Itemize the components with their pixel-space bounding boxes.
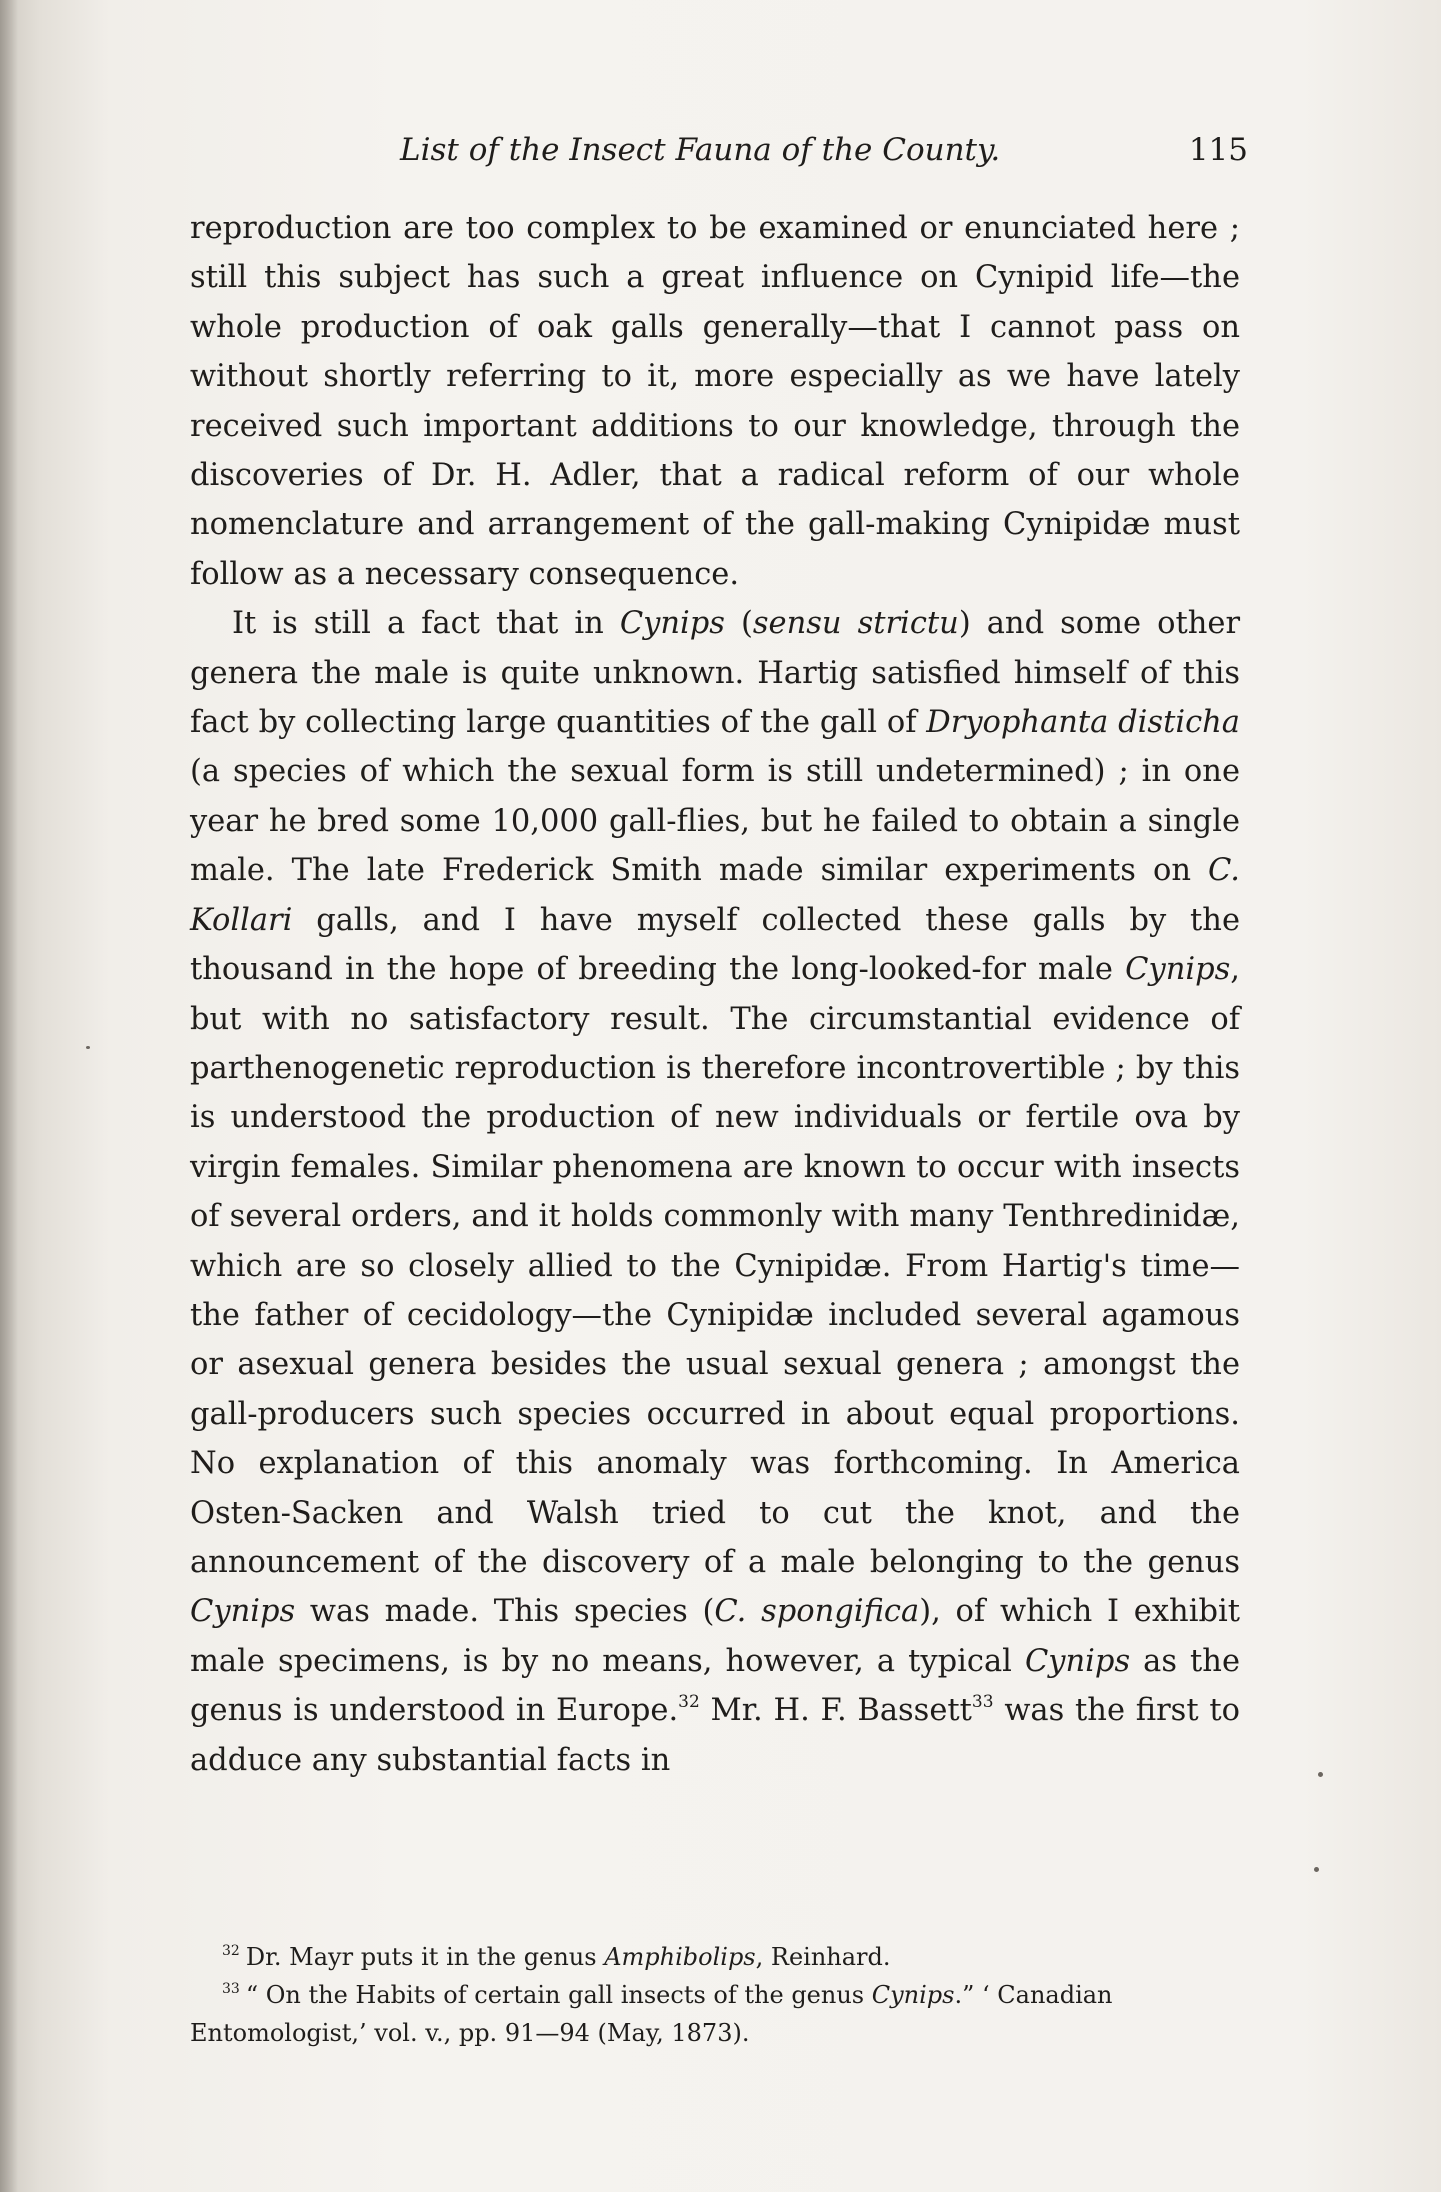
footnote-ref-32[interactable]: 32 — [678, 1692, 700, 1713]
paper-speck — [1314, 1867, 1319, 1872]
p2-text-7: was made. This species ( — [295, 1594, 715, 1630]
italic-sensu-strictu: sensu strictu — [752, 606, 959, 642]
footnotes — [190, 1938, 1240, 2052]
p2-text-11: was the first to adduce any substantial facts in — [190, 1693, 1240, 1778]
footnote-ref-33[interactable]: 33 — [971, 1692, 994, 1713]
p2-text-10: Mr. H. F. Bassett — [699, 1693, 972, 1729]
p2-text-1: It is still a fact that in — [232, 606, 620, 642]
italic-cynips-footnote: Cynips — [871, 1981, 955, 2009]
footnote-33-text-2: .” ‘ Canadian Entomologist,’ vol. v., pp. 91—94 (May, 1873). — [190, 1981, 1113, 2047]
italic-cynips-2: Cynips — [1125, 952, 1231, 988]
footnote-33 — [190, 1976, 1240, 2052]
paragraph-1-text: reproduction are too complex to be examined or enunciated here ; still this subject has such a great influence on Cynipid life—the whole production of oak galls generally—that I cannot pass on without shortly referring to it, more especially as we have lately received such important additions to our knowledge, through the discoveries of Dr. H. Adler, that a radical reform of our whole nomenclature and arrangement of the gall-making Cynipidæ must follow as a necessary consequence. — [190, 211, 1240, 592]
italic-amphibolips: Amphibolips — [604, 1943, 756, 1971]
footnote-32-text-2: , Reinhard. — [755, 1943, 891, 1971]
p2-text-4: (a species of which the sexual form is still undetermined) ; in one year he bred some 10,000 gall-flies, but he failed to obtain a single male. The late Frederick Smith made similar experiments on — [190, 754, 1240, 889]
paper-speck — [1318, 1772, 1323, 1777]
paragraph-1 — [190, 204, 1240, 599]
p2-text-3: ) and some other genera the male is quite unknown. Hartig satisfied himself of this fact by collecting large quantities of the gall of — [190, 606, 1241, 741]
footnote-33-text-1: “ On the Habits of certain gall insects of the genus — [245, 1981, 872, 2009]
italic-dryophanta-disticha: Dryophanta disticha — [926, 705, 1240, 741]
paper-speck — [86, 1046, 90, 1049]
p2-text-5: galls, and I have myself collected these galls by the thousand in the hope of breeding the long-looked-for male — [190, 902, 1240, 988]
footnote-mark-32: 32 — [222, 1943, 240, 1959]
body-text — [190, 204, 1240, 1785]
p2-text-6: , but with no satisfactory result. The circumstantial evidence of parthenogenetic reproduction is therefore incontrovertible ; by this is understood the production of new individuals or fertile ova by virgin females. Similar phenomena are known to occur with insects of several orders, and it holds commonly with many Tenthredinidæ, which are so closely allied to the Cynipidæ. From Hartig's time—the father of cecidology—the Cynipidæ included several agamous or asexual genera besides the usual sexual genera ; amongst the gall-producers such species occurred in about equal proportions. No explanation of this anomaly was forthcoming. In America Osten-Sacken and Walsh tried to cut the knot, and the announcement of the discovery of a male belonging to the genus — [190, 952, 1240, 1580]
page-number: 115 — [1188, 132, 1248, 168]
italic-cynips-3: Cynips — [190, 1594, 296, 1630]
p2-text-9: as the genus is understood in Europe. — [190, 1643, 1240, 1729]
running-title: List of the Insect Fauna of the County. — [400, 132, 1001, 168]
footnote-mark-33: 33 — [222, 1981, 240, 1997]
italic-genus-cynips: Cynips — [619, 606, 725, 642]
paragraph-2 — [190, 599, 1240, 1785]
italic-c-kollari: C. Kollari — [190, 853, 1240, 938]
italic-cynips-4: Cynips — [1024, 1643, 1131, 1679]
footnote-32-text-1: Dr. Mayr puts it in the genus — [245, 1943, 605, 1971]
footnote-32 — [190, 1938, 1240, 1976]
p2-text-2: ( — [724, 606, 753, 642]
p2-text-8: ), of which I exhibit male specimens, is by no means, however, a typical — [190, 1594, 1240, 1679]
italic-c-spongifica: C. spongifica — [714, 1594, 920, 1630]
page-header — [190, 128, 1250, 172]
